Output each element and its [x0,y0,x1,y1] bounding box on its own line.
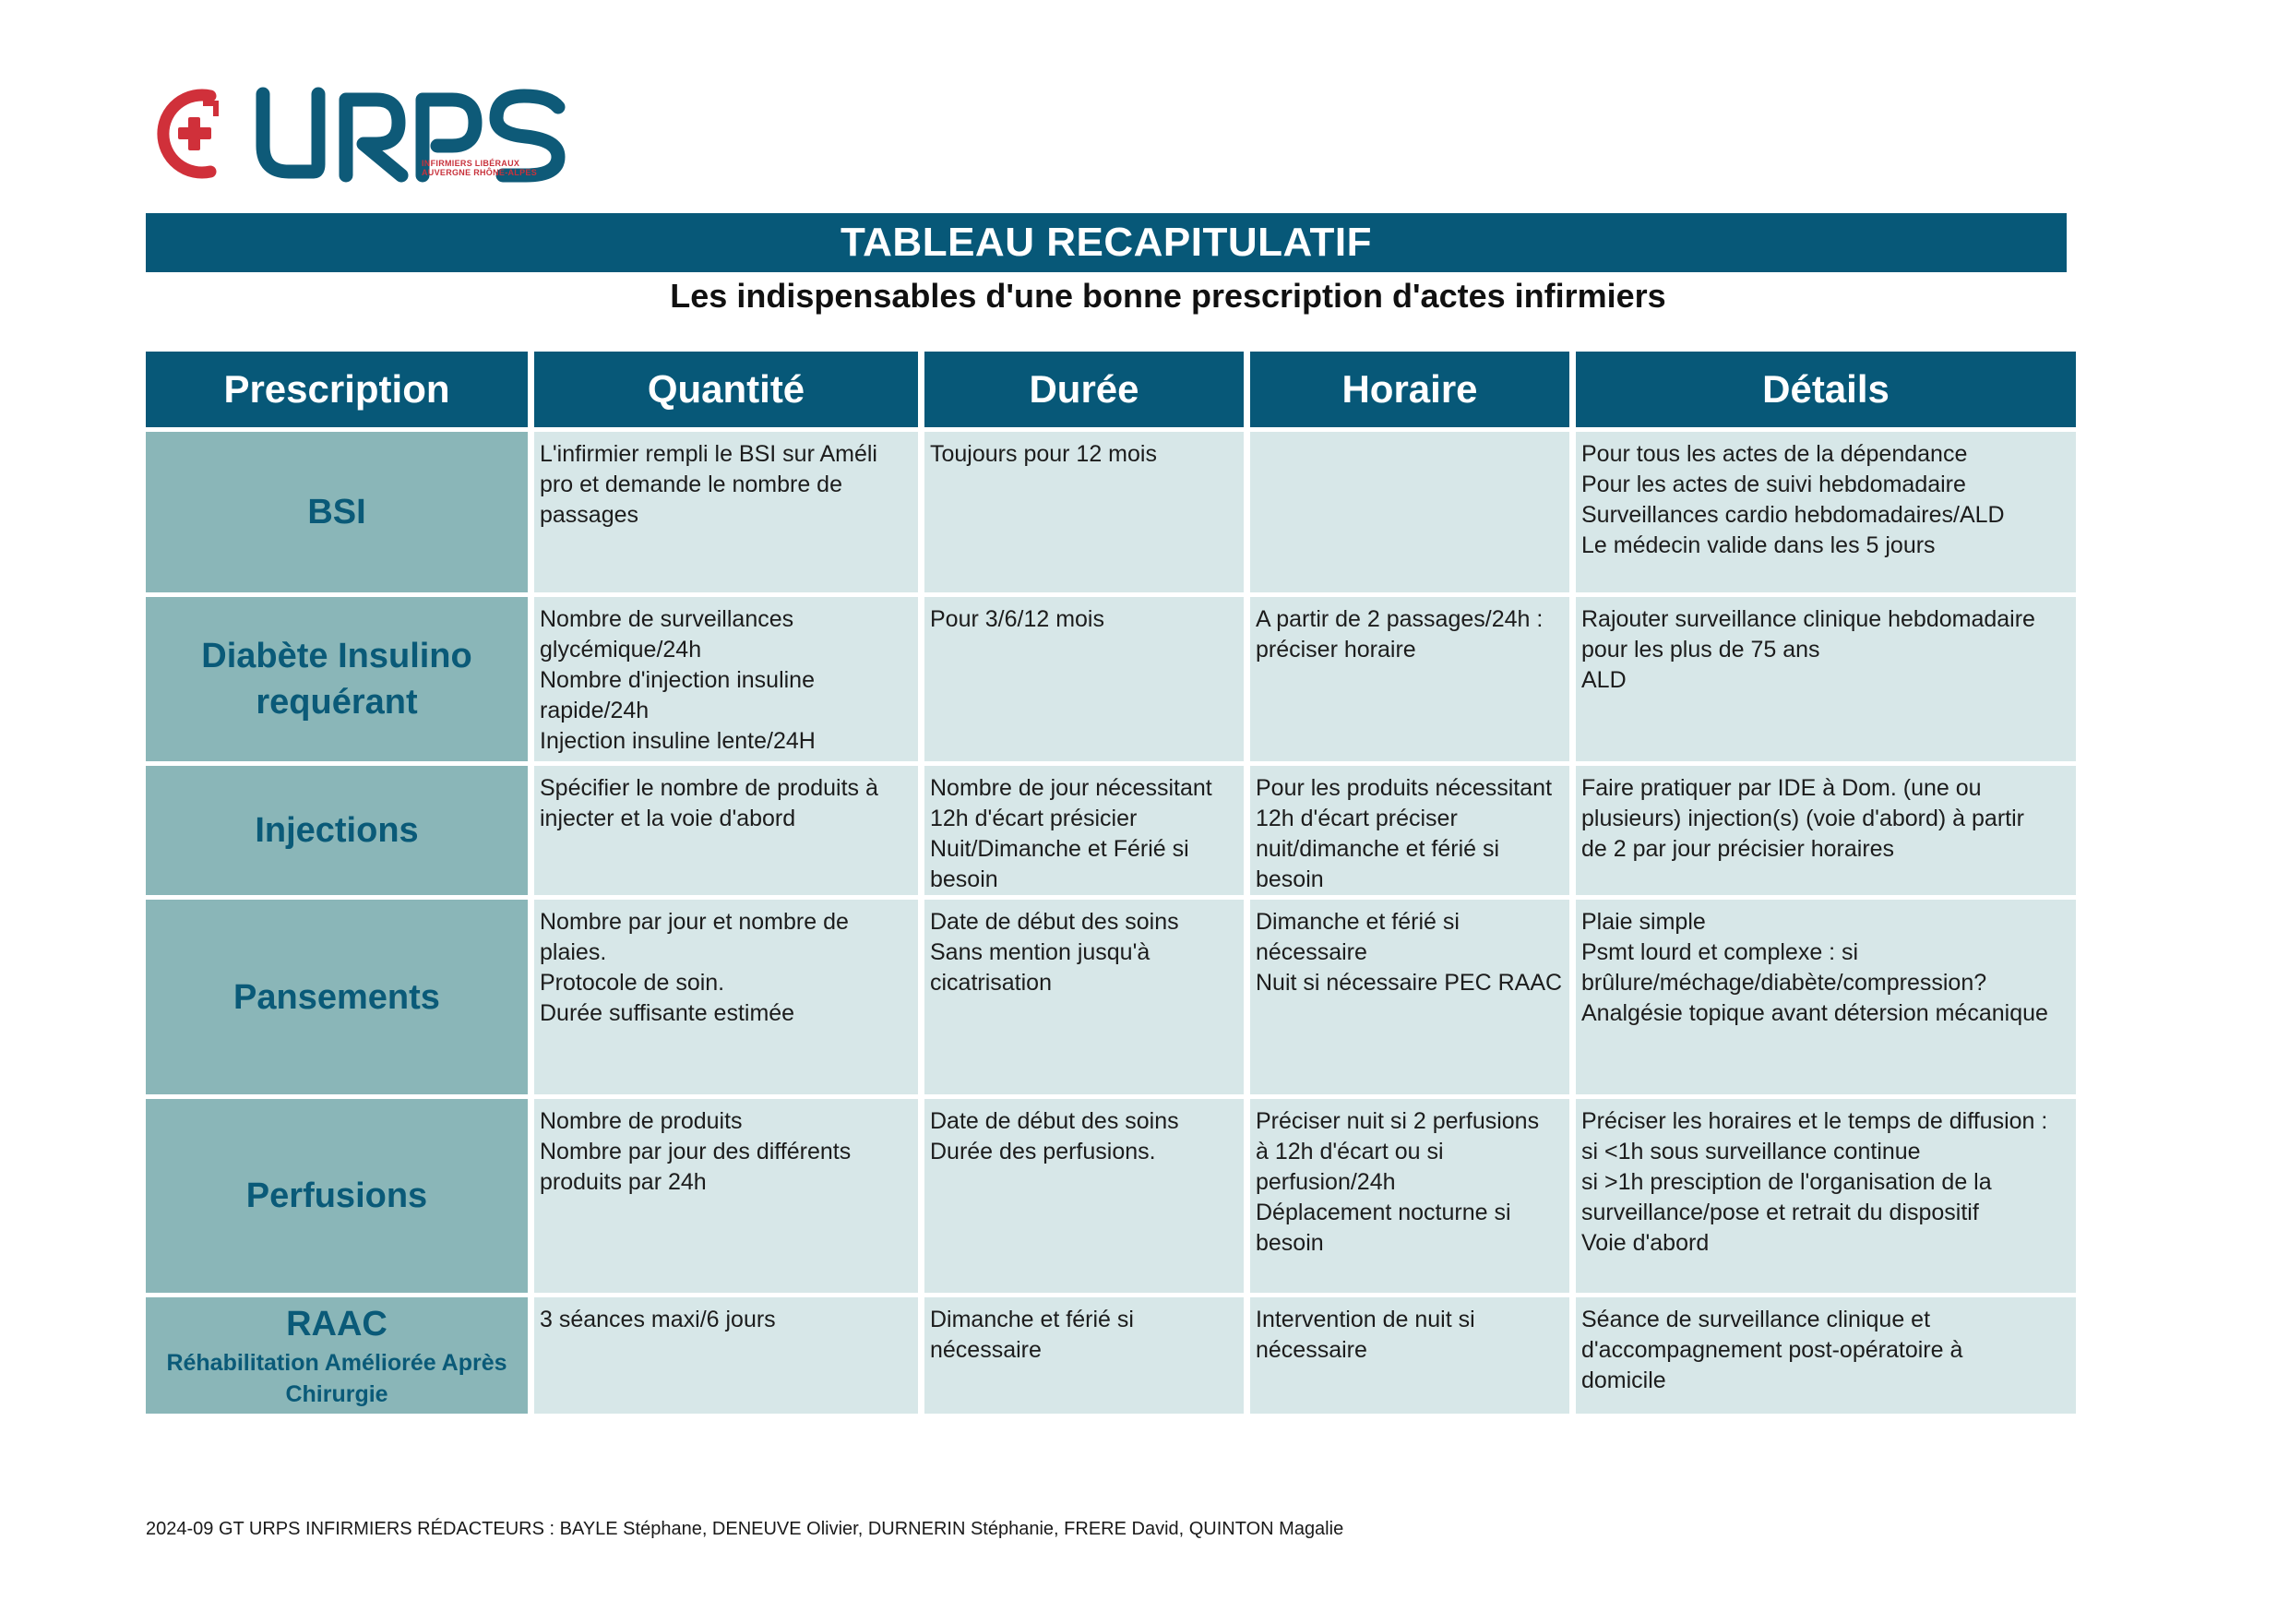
cell-text-line: Sans mention jusqu'à [930,939,1150,965]
table-cell-horaire [1250,597,1569,761]
cell-text-line: Nuit/Dimanche et Férié si [930,836,1189,862]
cell-text-line: perfusion/24h [1256,1169,1396,1195]
cell-text-line: Durée des perfusions. [930,1139,1156,1164]
table-cell-horaire [1250,766,1569,895]
row-header-label: Pansements [233,977,440,1017]
cell-text-line: Injection insuline lente/24H [540,728,816,754]
cell-text-line: pour les plus de 75 ans [1581,637,1820,663]
cell-text-line: produits par 24h [540,1169,707,1195]
logo-tagline-line2: AUVERGNE RHÔNE-ALPES [422,168,538,177]
column-header-prescription: Prescription [146,352,528,427]
table-cell-quantite [534,1297,918,1414]
cell-text-line: 12h d'écart préciser [1256,806,1458,831]
table-cell-quantite [534,900,918,1094]
table-cell-duree [924,766,1244,895]
cell-text-line: Date de début des soins [930,1108,1179,1134]
logo-tagline-line1: INFIRMIERS LIBÉRAUX [422,159,520,168]
row-header [146,432,528,592]
row-header-label: RAAC [286,1305,387,1343]
cell-text-line: Rajouter surveillance clinique hebdomadaire [1581,606,2035,632]
cell-text-line: glycémique/24h [540,637,702,663]
column-header-quantite: Quantité [534,352,918,427]
table-cell-horaire [1250,1297,1569,1414]
row-header-label: Diabète Insulino requérant [201,637,472,722]
cell-text-line: besoin [930,866,998,892]
table-cell-duree [924,597,1244,761]
cell-text-line: Nombre de produits [540,1108,743,1134]
cell-text-line: plusieurs) injection(s) (voie d'abord) à partir [1581,806,2024,831]
cell-text-line: Préciser nuit si 2 perfusions [1256,1108,1540,1134]
cell-text-line: Nombre de jour nécessitant [930,775,1212,801]
table-cell-duree [924,1297,1244,1414]
cell-text-line: 12h d'écart présicier [930,806,1138,831]
cell-text-line: Préciser les horaires et le temps de diffusion : [1581,1108,2048,1134]
cell-text-line: besoin [1256,1230,1324,1256]
table-cell-details [1576,597,2076,761]
cell-text-line: rapide/24h [540,698,650,723]
table-cell-horaire [1250,432,1569,592]
page-title: TABLEAU RECAPITULATIF [146,213,2067,272]
cell-text-line: A partir de 2 passages/24h : [1256,606,1544,632]
cell-text-line: Surveillances cardio hebdomadaires/ALD [1581,502,2005,528]
table-cell-quantite [534,597,918,761]
cell-text-line: Nombre d'injection insuline [540,667,815,693]
row-header [146,1297,528,1414]
row-header-label: Injections [255,811,419,850]
cell-text-line: Date de début des soins [930,909,1179,935]
cell-text-line: Nombre par jour des différents [540,1139,852,1164]
row-header [146,900,528,1094]
cell-text-line: Dimanche et férié si [930,1307,1134,1332]
table-cell-details [1576,766,2076,895]
cell-text-line: si <1h sous surveillance continue [1581,1139,1921,1164]
table-cell-quantite [534,432,918,592]
row-header-sublabel: Réhabilitation Améliorée Après Chirurgie [166,1350,507,1407]
prescription-table [146,352,2068,1414]
cell-text-line: domicile [1581,1367,1666,1393]
cell-text-line: Déplacement nocturne si [1256,1200,1511,1225]
cell-text-line: Analgésie topique avant détersion mécanique [1581,1000,2048,1026]
table-cell-horaire [1250,900,1569,1094]
table-cell-duree [924,1099,1244,1293]
cell-text-line: Le médecin valide dans les 5 jours [1581,532,1936,558]
table-cell-duree [924,432,1244,592]
cell-text-line: de 2 par jour précisier horaires [1581,836,1895,862]
table-cell-details [1576,432,2076,592]
cell-text-line: Nombre de surveillances [540,606,794,632]
footer-credits: 2024-09 GT URPS INFIRMIERS RÉDACTEURS : BAYLE Stéphane, DENEUVE Olivier, DURNERIN Stéphanie, FRERE David, QUINTON Magalie [146,1519,1344,1539]
table-cell-duree [924,900,1244,1094]
cell-text-line: Plaie simple [1581,909,1706,935]
cell-text-line: nécessaire [930,1337,1042,1363]
medical-cross-icon [163,95,216,173]
cell-text-line: Psmt lourd et complexe : si [1581,939,1859,965]
cell-text-line: Faire pratiquer par IDE à Dom. (une ou [1581,775,1982,801]
row-header [146,766,528,895]
cell-text-line: Séance de surveillance clinique et [1581,1307,1931,1332]
cell-text-line: Pour les produits nécessitant [1256,775,1553,801]
row-header-label: Perfusions [245,1176,428,1215]
column-header-duree: Durée [924,352,1244,427]
column-header-horaire: Horaire [1250,352,1569,427]
row-header-label: BSI [307,493,366,531]
cell-text-line: brûlure/méchage/diabète/compression? [1581,970,1987,996]
page-subtitle: Les indispensables d'une bonne prescription d'actes infirmiers [670,277,1666,315]
cell-text-line: Nombre par jour et nombre de [540,909,849,935]
cell-text-line: Protocole de soin. [540,970,725,996]
cell-text-line: Pour les actes de suivi hebdomadaire [1581,472,1966,497]
table-cell-details [1576,1297,2076,1414]
cell-text-line: 3 séances maxi/6 jours [540,1307,776,1332]
cell-text-line: Durée suffisante estimée [540,1000,795,1026]
cell-text-line: besoin [1256,866,1324,892]
table-cell-quantite [534,766,918,895]
cell-text-line: nécessaire [1256,939,1367,965]
cell-text-line: passages [540,502,639,528]
cell-text-line: Intervention de nuit si [1256,1307,1475,1332]
cell-text-line: à 12h d'écart ou si [1256,1139,1444,1164]
cell-text-line: Nuit si nécessaire PEC RAAC [1256,970,1563,996]
cell-text-line: injecter et la voie d'abord [540,806,796,831]
row-header [146,1099,528,1293]
cell-text-line: surveillance/pose et retrait du dispositif [1581,1200,1979,1225]
table-cell-details [1576,1099,2076,1293]
cell-text-line: L'infirmier rempli le BSI sur Améli [540,441,877,467]
row-header [146,597,528,761]
cell-text-line: si >1h presciption de l'organisation de la [1581,1169,1992,1195]
cell-text-line: nuit/dimanche et férié si [1256,836,1500,862]
cell-text-line: Voie d'abord [1581,1230,1710,1256]
cell-text-line: nécessaire [1256,1337,1367,1363]
logo-tagline [422,159,567,177]
cell-text-line: d'accompagnement post-opératoire à [1581,1337,1963,1363]
table-cell-details [1576,900,2076,1094]
cell-text-line: Spécifier le nombre de produits à [540,775,878,801]
cell-text-line: Pour 3/6/12 mois [930,606,1104,632]
table-cell-quantite [534,1099,918,1293]
cell-text-line: plaies. [540,939,607,965]
cell-text-line: préciser horaire [1256,637,1416,663]
cell-text-line: Pour tous les actes de la dépendance [1581,441,1968,467]
cell-text-line: Toujours pour 12 mois [930,441,1157,467]
column-header-details: Détails [1576,352,2076,427]
cell-text-line: cicatrisation [930,970,1052,996]
cell-text-line: Dimanche et férié si [1256,909,1460,935]
cell-text-line: ALD [1581,667,1627,693]
table-cell-horaire [1250,1099,1569,1293]
cell-text-line: pro et demande le nombre de [540,472,842,497]
